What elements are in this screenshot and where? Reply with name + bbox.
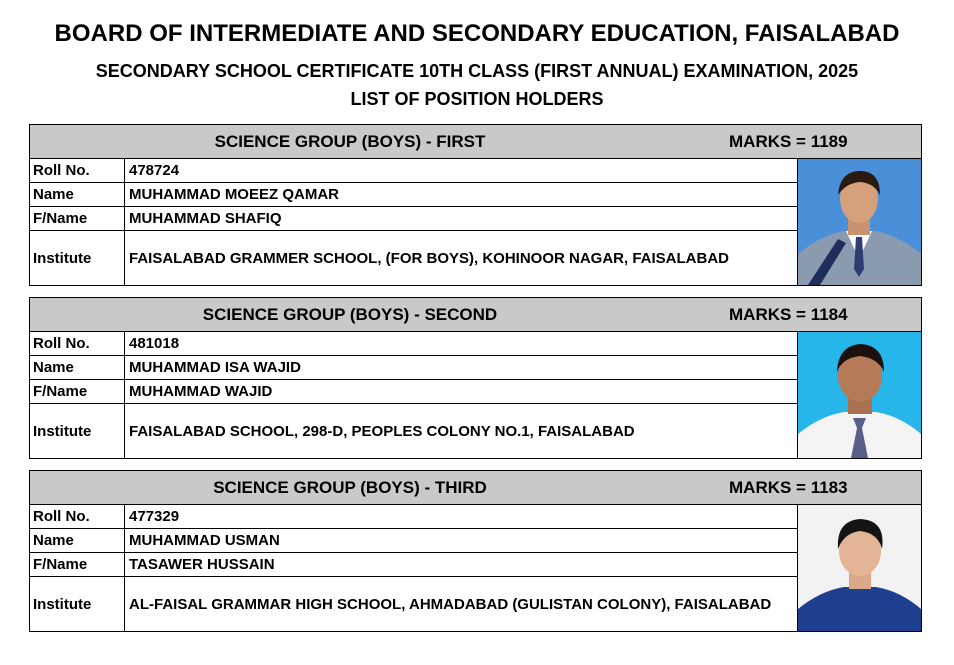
board-title: BOARD OF INTERMEDIATE AND SECONDARY EDUCATION, FAISALABAD (54, 20, 900, 47)
name-label: Name (30, 183, 125, 206)
group-title: SCIENCE GROUP (BOYS) - FIRST (214, 132, 486, 151)
student-portrait-icon (798, 159, 921, 285)
fname-value: TASAWER HUSSAIN (129, 556, 275, 573)
fname-value: MUHAMMAD WAJID (129, 383, 273, 400)
name-value: MUHAMMAD ISA WAJID (129, 359, 301, 376)
group-title: SCIENCE GROUP (BOYS) - SECOND (202, 305, 498, 324)
group-band (30, 298, 921, 332)
fname-row (30, 380, 797, 404)
institute-label: Institute (30, 404, 125, 458)
institute-row (30, 231, 797, 285)
fname-row (30, 207, 797, 231)
student-photo (797, 505, 921, 631)
name-label: Name (30, 529, 125, 552)
fname-value: MUHAMMAD SHAFIQ (129, 210, 282, 227)
roll-value: 477329 (129, 508, 180, 525)
marks-value: MARKS = 1183 (729, 478, 848, 497)
student-portrait-icon (798, 332, 921, 458)
roll-value: 478724 (129, 162, 180, 179)
student-photo (797, 332, 921, 458)
name-label: Name (30, 356, 125, 379)
group-title: SCIENCE GROUP (BOYS) - THIRD (213, 478, 487, 497)
roll-label: Roll No. (30, 332, 125, 355)
roll-row (30, 332, 797, 356)
fname-row (30, 553, 797, 577)
student-portrait-icon (798, 505, 921, 631)
roll-label: Roll No. (30, 159, 125, 182)
marks-value: MARKS = 1189 (729, 132, 848, 151)
name-value: MUHAMMAD USMAN (129, 532, 280, 549)
institute-value: FAISALABAD GRAMMER SCHOOL, (FOR BOYS), KOHINOOR NAGAR, FAISALABAD (129, 249, 729, 267)
name-row (30, 183, 797, 207)
name-value: MUHAMMAD MOEEZ QAMAR (129, 186, 339, 203)
fname-label: F/Name (30, 380, 125, 403)
fname-label: F/Name (30, 207, 125, 230)
position-holder-card-third (29, 470, 922, 632)
institute-label: Institute (30, 577, 125, 631)
institute-value: FAISALABAD SCHOOL, 298-D, PEOPLES COLONY NO.1, FAISALABAD (129, 422, 635, 440)
group-band (30, 125, 921, 159)
position-holder-card-first (29, 124, 922, 286)
list-title: LIST OF POSITION HOLDERS (350, 89, 604, 109)
name-row (30, 356, 797, 380)
group-band (30, 471, 921, 505)
roll-row (30, 159, 797, 183)
roll-row (30, 505, 797, 529)
institute-label: Institute (30, 231, 125, 285)
position-holder-card-second (29, 297, 922, 459)
institute-row (30, 577, 797, 631)
student-photo (797, 159, 921, 285)
marks-value: MARKS = 1184 (729, 305, 848, 324)
name-row (30, 529, 797, 553)
fname-label: F/Name (30, 553, 125, 576)
institute-value: AL-FAISAL GRAMMAR HIGH SCHOOL, AHMADABAD (GULISTAN COLONY), FAISALABAD (129, 595, 772, 613)
roll-value: 481018 (129, 335, 180, 352)
institute-row (30, 404, 797, 458)
roll-label: Roll No. (30, 505, 125, 528)
exam-title: SECONDARY SCHOOL CERTIFICATE 10TH CLASS (FIRST ANNUAL) EXAMINATION, 2025 (95, 61, 859, 81)
